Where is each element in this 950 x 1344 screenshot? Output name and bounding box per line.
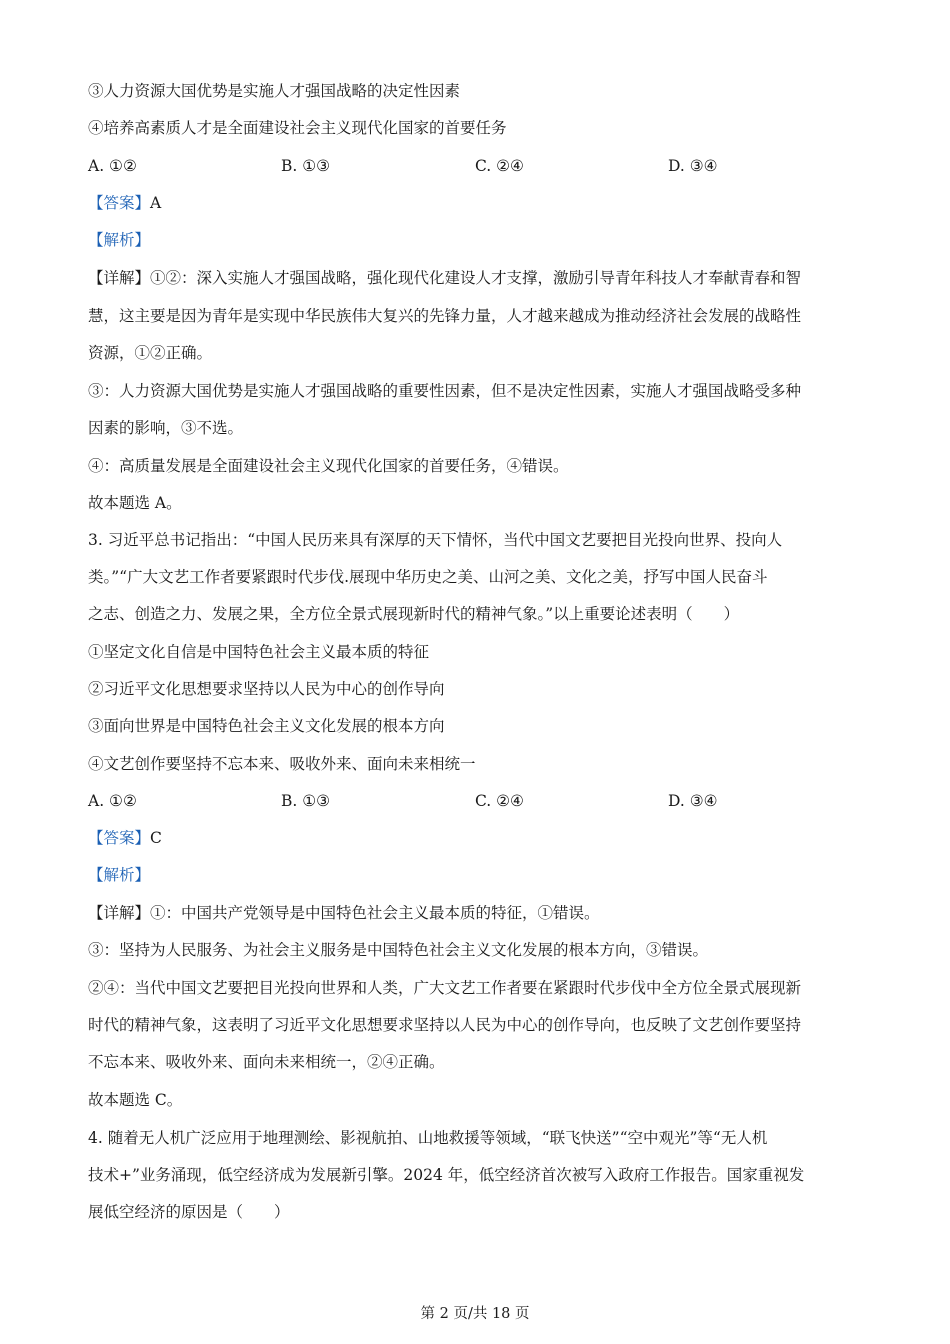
- q2-answer: [88, 192, 161, 214]
- q3-option-d: D. ③④: [668, 792, 718, 810]
- q2-option-a: A. ①②: [88, 157, 137, 175]
- q2-option-b: B. ①③: [281, 157, 331, 175]
- detail-tag: 【详解】: [88, 269, 151, 287]
- q3-statement-4: ④文艺创作要坚持不忘本来、吸收外来、面向未来相统一: [88, 755, 476, 773]
- answer-tag: 【答案】: [88, 829, 151, 847]
- answer-value: C: [150, 829, 162, 847]
- answer-tag: 【答案】: [88, 194, 151, 212]
- q3-statement-1: ①坚定文化自信是中国特色社会主义最本质的特征: [88, 643, 430, 661]
- q2-conclusion: 故本题选 A。: [88, 494, 182, 512]
- q3-stem-line-1: 3. 习近平总书记指出：“中国人民历来具有深厚的天下情怀，当代中国文艺要把目光投向世界、投向人: [88, 531, 783, 549]
- detail-tag: 【详解】: [88, 904, 151, 922]
- q2-option-c: C. ②④: [475, 157, 524, 175]
- q3-stem-line-3: 之志、创造之力、发展之果，全方位全景式展现新时代的精神气象。”以上重要论述表明（ ）: [88, 605, 740, 623]
- q3-statement-2: ②习近平文化思想要求坚持以人民为中心的创作导向: [88, 680, 445, 698]
- detail-text: ①：中国共产党领导是中国特色社会主义最本质的特征，①错误。: [150, 904, 600, 922]
- q4-stem-line-1: 4. 随着无人机广泛应用于地理测绘、影视航拍、山地救援等领域，“联飞快送”“空中观光”等“无人机: [88, 1129, 768, 1147]
- q3-conclusion: 故本题选 C。: [88, 1091, 183, 1109]
- q3-detail-line-3: ②④：当代中国文艺要把目光投向世界和人类，广大文艺工作者要在紧跟时代步伐中全方位全景式展现新: [88, 979, 802, 997]
- q2-detail-line-2: 慧，这主要是因为青年是实现中华民族伟大复兴的先锋力量，人才越来越成为推动经济社会发展的战略性: [88, 307, 802, 325]
- q4-stem-line-2: 技术+”业务涌现，低空经济成为发展新引擎。2024 年，低空经济首次被写入政府工作报告。国家重视发: [88, 1166, 805, 1184]
- page-footer: 第 2 页/共 18 页: [420, 1306, 530, 1322]
- q2-detail-line-4: ③：人力资源大国优势是实施人才强国战略的重要性因素，但不是决定性因素，实施人才强国战略受多种: [88, 382, 802, 400]
- q3-option-b: B. ①③: [281, 792, 331, 810]
- q3-analysis-tag: 【解析】: [88, 866, 151, 884]
- q3-detail-line-1: [88, 902, 600, 924]
- q2-detail-line-5: 因素的影响，③不选。: [88, 419, 244, 437]
- q2-detail-line-6: ④：高质量发展是全面建设社会主义现代化国家的首要任务，④错误。: [88, 457, 569, 475]
- q4-stem-line-3: 展低空经济的原因是（ ）: [88, 1203, 290, 1221]
- q3-detail-line-2: ③：坚持为人民服务、为社会主义服务是中国特色社会主义文化发展的根本方向，③错误。: [88, 941, 709, 959]
- q3-option-a: A. ①②: [88, 792, 137, 810]
- q3-detail-line-5: 不忘本来、吸收外来、面向未来相统一，②④正确。: [88, 1053, 445, 1071]
- q2-statement-4: ④培养高素质人才是全面建设社会主义现代化国家的首要任务: [88, 119, 507, 137]
- q3-detail-line-4: 时代的精神气象，这表明了习近平文化思想要求坚持以人民为中心的创作导向，也反映了文艺创作要坚持: [88, 1016, 802, 1034]
- answer-value: A: [150, 194, 162, 212]
- q2-detail-line-3: 资源，①②正确。: [88, 344, 213, 362]
- q3-option-c: C. ②④: [475, 792, 524, 810]
- q3-statement-3: ③面向世界是中国特色社会主义文化发展的根本方向: [88, 717, 445, 735]
- q3-answer: [88, 827, 162, 849]
- q2-option-d: D. ③④: [668, 157, 718, 175]
- q2-detail-line-1: [88, 267, 801, 289]
- q2-analysis-tag: 【解析】: [88, 231, 151, 249]
- q2-statement-3: ③人力资源大国优势是实施人才强国战略的决定性因素: [88, 82, 461, 100]
- q3-stem-line-2: 类。”“广大文艺工作者要紧跟时代步伐.展现中华历史之美、山河之美、文化之美，抒写中国人民奋斗: [88, 568, 768, 586]
- detail-text: ①②：深入实施人才强国战略，强化现代化建设人才支撑，激励引导青年科技人才奉献青春和智: [150, 269, 802, 287]
